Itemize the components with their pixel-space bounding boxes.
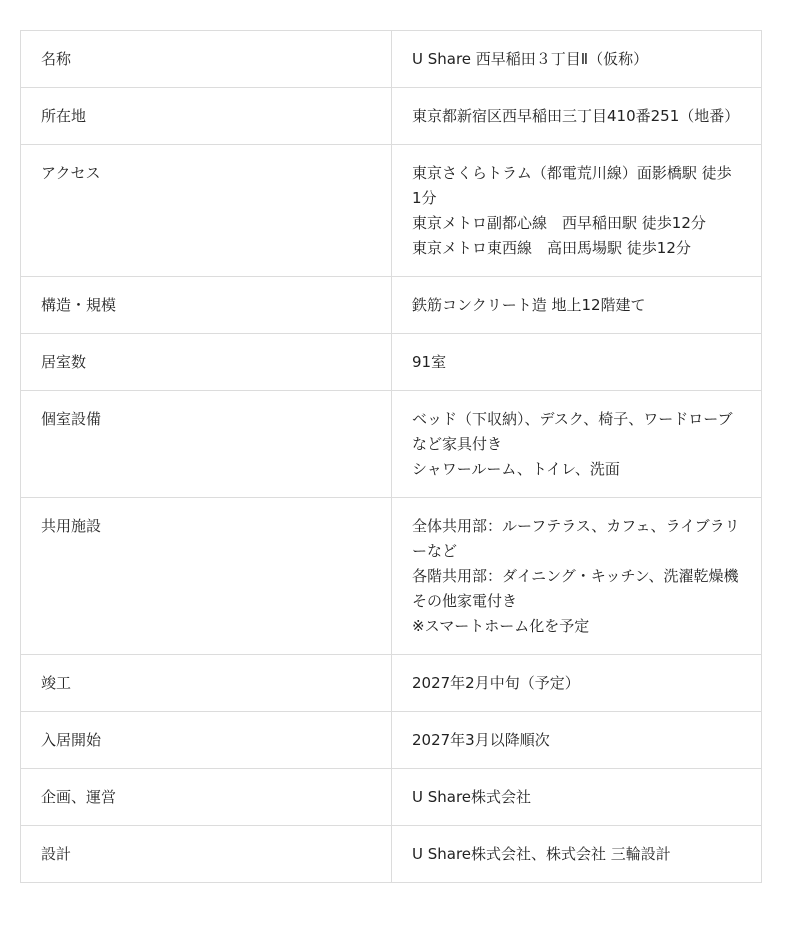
value-line: U Share株式会社 — [412, 788, 532, 806]
table-row-completion — [21, 655, 762, 712]
value-line: 91室 — [412, 353, 447, 371]
row-label: 居室数 — [21, 334, 392, 391]
table-row-shared-facilities — [21, 498, 762, 655]
row-label: 所在地 — [21, 88, 392, 145]
row-label: 竣工 — [21, 655, 392, 712]
value-line: 各階共用部：ダイニング・キッチン、洗濯乾燥機 — [412, 567, 739, 585]
value-line: 東京都新宿区西早稲田三丁目410番251（地番） — [412, 107, 740, 125]
row-label: 共用施設 — [21, 498, 392, 655]
value-line: 東京さくらトラム（都電荒川線）面影橋駅 徒歩1分 — [412, 164, 732, 207]
value-line: 全体共用部：ルーフテラス、カフェ、ライブラリーなど — [412, 517, 740, 560]
row-label: アクセス — [21, 145, 392, 277]
row-label: 構造・規模 — [21, 277, 392, 334]
row-value — [392, 769, 762, 826]
row-value — [392, 498, 762, 655]
row-value — [392, 145, 762, 277]
table-row-operator — [21, 769, 762, 826]
row-label: 設計 — [21, 826, 392, 883]
table-row-address — [21, 88, 762, 145]
table-row-move-in — [21, 712, 762, 769]
row-value — [392, 277, 762, 334]
row-value — [392, 31, 762, 88]
property-info-table — [20, 30, 762, 883]
table-row-structure — [21, 277, 762, 334]
row-value — [392, 712, 762, 769]
value-line: 東京メトロ東西線 高田馬場駅 徒歩12分 — [412, 239, 691, 257]
table-row-name — [21, 31, 762, 88]
value-line: 東京メトロ副都心線 西早稲田駅 徒歩12分 — [412, 214, 706, 232]
value-line: 2027年2月中旬（予定） — [412, 674, 580, 692]
row-label: 名称 — [21, 31, 392, 88]
row-label: 入居開始 — [21, 712, 392, 769]
table-row-design — [21, 826, 762, 883]
value-line: ベッド（下収納）、デスク、椅子、ワードローブなど家具付き — [412, 410, 733, 453]
value-line: 2027年3月以降順次 — [412, 731, 550, 749]
row-label: 企画、運営 — [21, 769, 392, 826]
table-row-room-count — [21, 334, 762, 391]
value-line: シャワールーム、トイレ、洗面 — [412, 460, 620, 478]
value-line: その他家電付き — [412, 592, 518, 610]
table-row-access — [21, 145, 762, 277]
row-value — [392, 655, 762, 712]
value-line: U Share 西早稲田３丁目Ⅱ（仮称） — [412, 50, 649, 68]
row-value — [392, 88, 762, 145]
value-line: U Share株式会社、株式会社 三輪設計 — [412, 845, 671, 863]
row-value — [392, 334, 762, 391]
row-value — [392, 391, 762, 498]
value-line: 鉄筋コンクリート造 地上12階建て — [412, 296, 646, 314]
row-value — [392, 826, 762, 883]
value-line: ※スマートホーム化を予定 — [412, 617, 590, 635]
table-row-room-facilities — [21, 391, 762, 498]
row-label: 個室設備 — [21, 391, 392, 498]
